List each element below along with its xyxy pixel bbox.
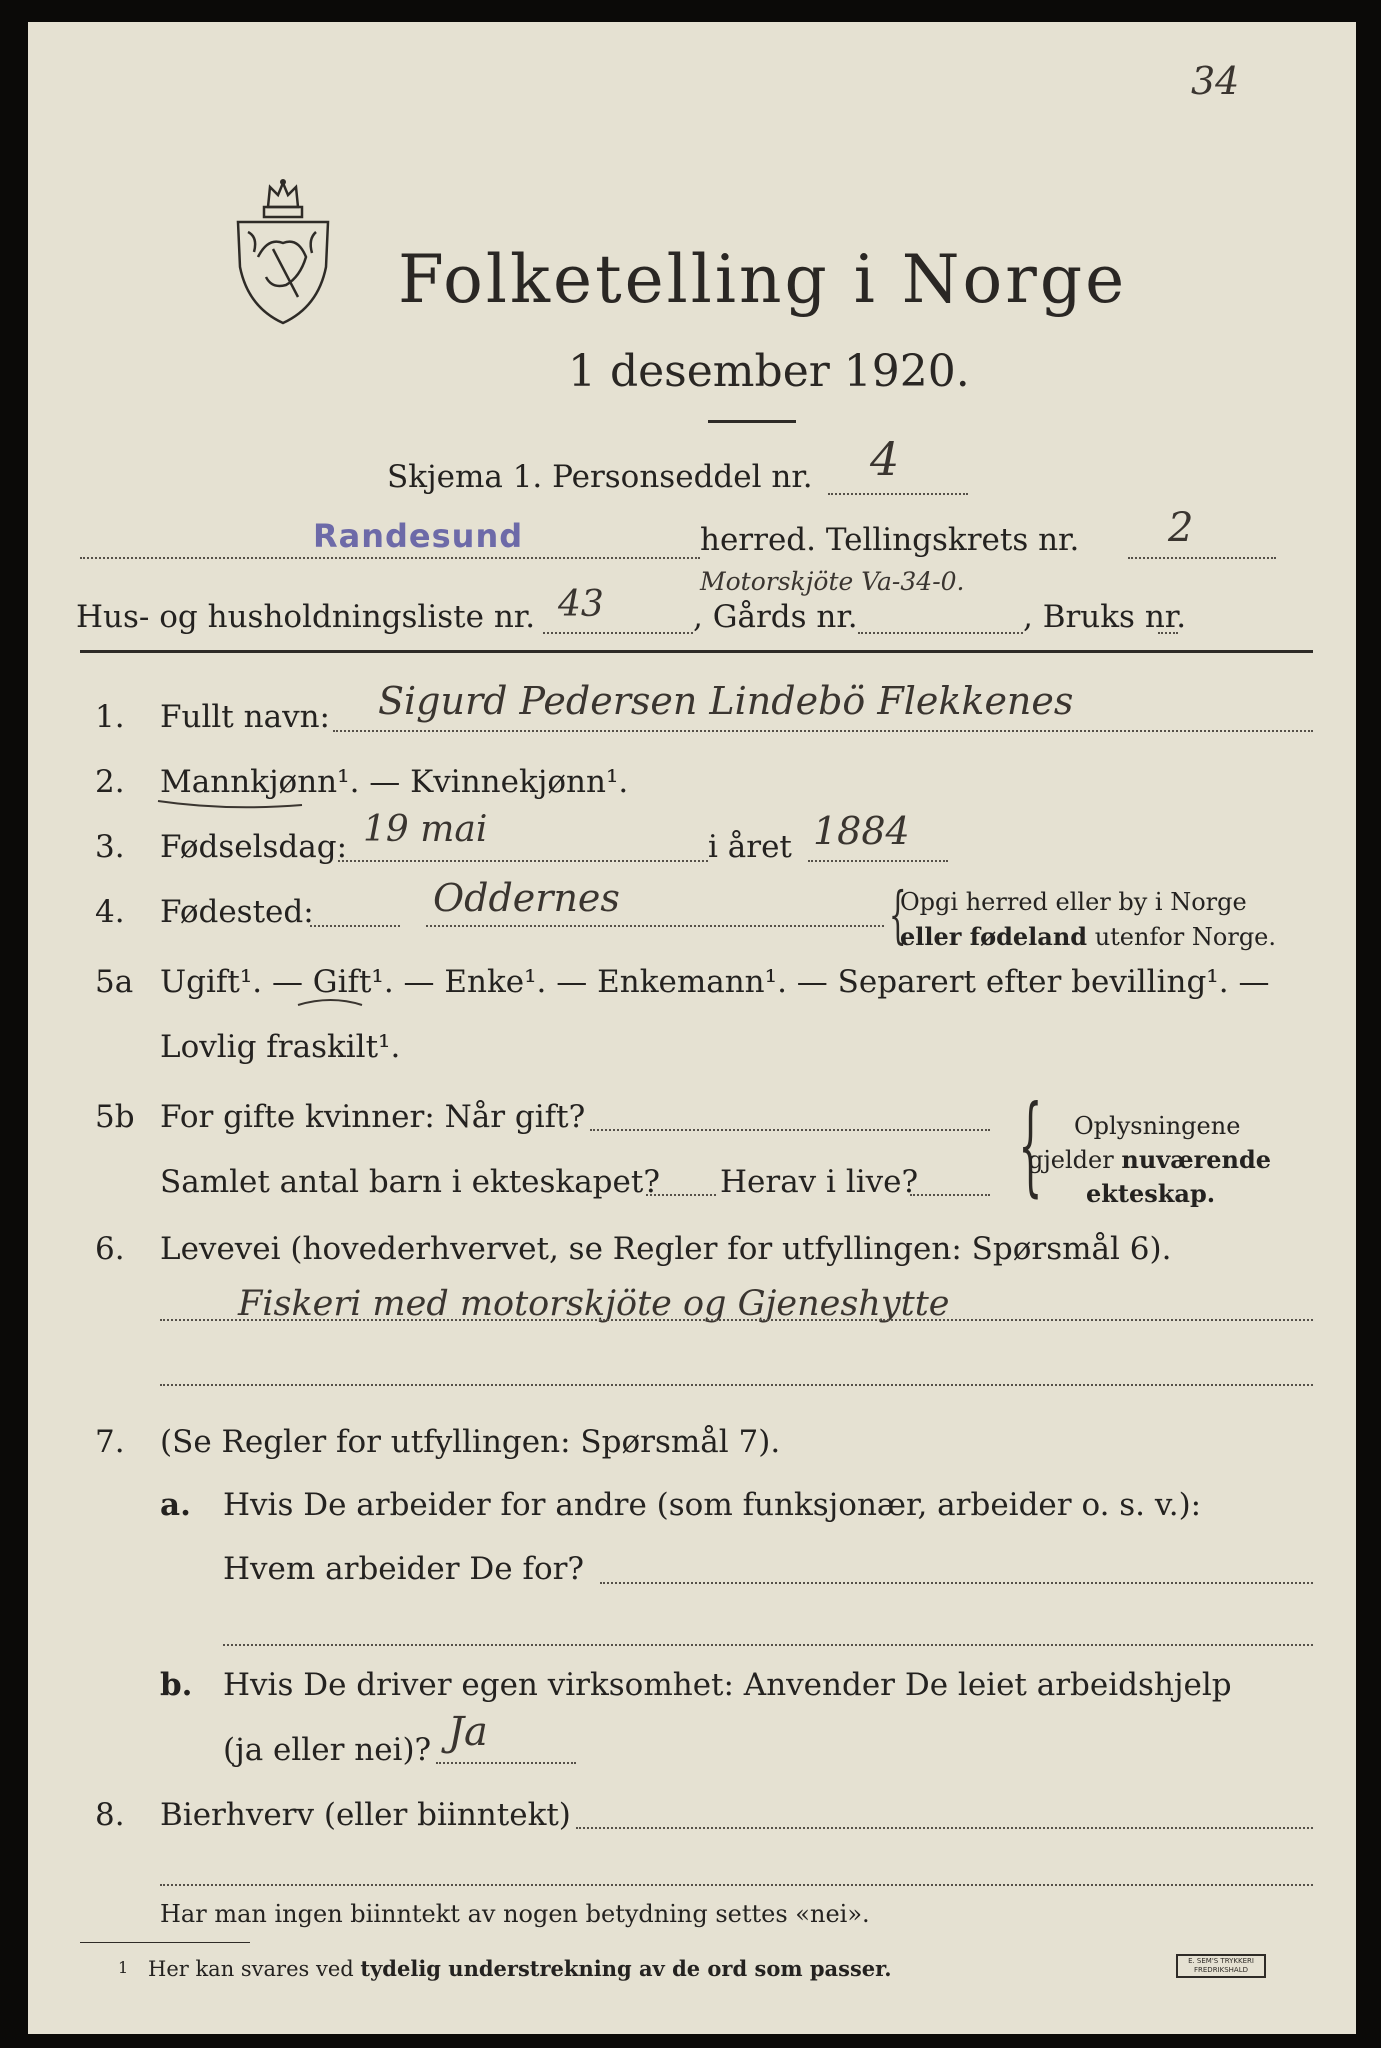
q6-line-1	[160, 1319, 1313, 1321]
q3-number: 3.	[95, 829, 125, 865]
birthplace-value: Oddernes	[433, 876, 620, 920]
husholdningsliste-label: Hus- og husholdningsliste nr.	[76, 599, 536, 635]
occupation-value: Fiskeri med motorskjöte og Gjeneshytte	[238, 1284, 950, 1324]
q7a-line-2	[223, 1644, 1313, 1646]
q1-number: 1.	[95, 699, 125, 735]
q5a-continuation: Lovlig fraskilt¹.	[160, 1029, 401, 1065]
q4-note-2b: utenfor Norge.	[1094, 923, 1277, 951]
q5b-note-2	[1028, 1145, 1272, 1174]
footnote-mark: 1	[118, 1958, 129, 1977]
q3-date-line	[338, 860, 708, 862]
census-form-page	[28, 22, 1356, 2034]
husholdningsliste-line	[543, 632, 693, 634]
mannkjonn-underline	[156, 797, 306, 811]
q7-label: (Se Regler for utfyllingen: Spørsmål 7).	[160, 1424, 781, 1460]
q5b-note-brace: {	[1018, 1083, 1043, 1208]
birthday-value: 19 mai	[363, 809, 488, 850]
q5b-note-2a: gjelder	[1028, 1146, 1114, 1174]
q7a-line-1	[600, 1582, 1313, 1584]
q5b-children-line	[646, 1194, 716, 1196]
printer-mark	[1176, 1954, 1266, 1978]
q4-note-1: Opgi herred eller by i Norge	[900, 888, 1247, 916]
coat-of-arms-icon	[228, 177, 338, 327]
q8-line-1	[576, 1827, 1313, 1829]
q5b-label-1: For gifte kvinner: Når gift?	[160, 1099, 586, 1135]
q6-label: Levevei (hovederhvervet, se Regler for utfyllingen: Spørsmål 6).	[160, 1231, 1172, 1267]
personseddel-line	[828, 493, 968, 495]
q7b-line	[436, 1762, 576, 1764]
footnote-text-a: Her kan svares ved	[148, 1957, 354, 1981]
q5b-note-2b: nuværende	[1121, 1145, 1272, 1174]
bruks-label: , Bruks nr.	[1023, 599, 1187, 635]
municipality-stamp: Randesund	[313, 517, 524, 555]
q7a-label: Hvis De arbeider for andre (som funksjonær, arbeider o. s. v.):	[223, 1487, 1202, 1523]
page-number: 34	[1191, 59, 1240, 103]
q5b-alive-line	[910, 1194, 990, 1196]
footer-note: Har man ingen biinntekt av nogen betydning settes «nei».	[160, 1900, 870, 1928]
q1-line	[333, 730, 1313, 732]
q5a-label: Ugift¹. — Gift¹. — Enke¹. — Enkemann¹. — Separert efter bevilling¹. —	[160, 964, 1270, 1000]
q4-line-left	[310, 925, 400, 927]
q4-number: 4.	[95, 894, 125, 930]
header-divider	[80, 650, 1313, 653]
footnote-text	[148, 1958, 892, 1980]
tellingskrets-line	[1128, 557, 1276, 559]
q5b-note-1: Oplysningene	[1074, 1112, 1241, 1140]
q4-note-2	[900, 922, 1277, 951]
title-rule	[708, 420, 796, 423]
footnote-text-b: tydelig understrekning av de ord som passer.	[360, 1956, 892, 1981]
annotation-text: Motorskjöte Va-34-0.	[700, 567, 965, 596]
q6-number: 6.	[95, 1231, 125, 1267]
q5b-married-line	[590, 1129, 990, 1131]
personseddel-value: 4	[870, 432, 900, 486]
q4-line	[426, 925, 884, 927]
husholdningsliste-value: 43	[558, 584, 604, 625]
q2-number: 2.	[95, 764, 125, 800]
herred-label: herred. Tellingskrets nr.	[700, 522, 1080, 558]
gards-line	[858, 632, 1023, 634]
q4-note-2a: eller fødeland	[900, 922, 1088, 951]
q5b-note-3: ekteskap.	[1086, 1179, 1216, 1208]
q3-year-line	[808, 860, 948, 862]
q7a-label-2: Hvem arbeider De for?	[223, 1551, 585, 1587]
q5b-number: 5b	[95, 1099, 135, 1135]
q5b-label-3: Herav i live?	[720, 1164, 919, 1200]
q4-label: Fødested:	[160, 894, 314, 930]
q8-line-2	[160, 1884, 1313, 1886]
printer-mark-1: E. SEM'S TRYKKERI	[1188, 1957, 1254, 1965]
q8-label: Bierhverv (eller biinntekt)	[160, 1797, 571, 1833]
q3-year-label: i året	[708, 829, 792, 865]
q2-label: Mannkjønn¹. — Kvinnekjønn¹.	[160, 764, 629, 800]
footnote-rule	[80, 1942, 250, 1943]
q7b-label: Hvis De driver egen virksomhet: Anvender De leiet arbeidshjelp	[223, 1667, 1232, 1703]
q5a-number: 5a	[95, 964, 134, 1000]
q7b-letter: b.	[160, 1667, 193, 1703]
printer-mark-2: FREDRIKSHALD	[1193, 1966, 1248, 1974]
form-title: Folketelling i Norge	[398, 241, 1128, 318]
tellingskrets-value: 2	[1168, 505, 1194, 551]
gift-underline	[296, 997, 366, 1011]
form-subtitle: 1 desember 1920.	[568, 346, 970, 397]
q5b-label-2: Samlet antal barn i ekteskapet?	[160, 1164, 660, 1200]
q7a-letter: a.	[160, 1487, 191, 1523]
q1-label: Fullt navn:	[160, 699, 330, 735]
q7-number: 7.	[95, 1424, 125, 1460]
q3-label: Fødselsdag:	[160, 829, 348, 865]
hired-help-value: Ja	[448, 1709, 488, 1755]
q8-number: 8.	[95, 1797, 125, 1833]
skjema-label: Skjema 1. Personseddel nr.	[387, 459, 813, 495]
q7b-label-2: (ja eller nei)?	[223, 1732, 432, 1768]
birth-year-value: 1884	[813, 809, 910, 853]
full-name-value: Sigurd Pedersen Lindebö Flekkenes	[378, 679, 1074, 723]
bruks-line	[1158, 632, 1178, 634]
q6-line-2	[160, 1384, 1313, 1386]
q4-note-brace: {	[888, 878, 907, 951]
gards-label: , Gårds nr.	[693, 599, 858, 635]
municipality-line	[80, 557, 700, 559]
